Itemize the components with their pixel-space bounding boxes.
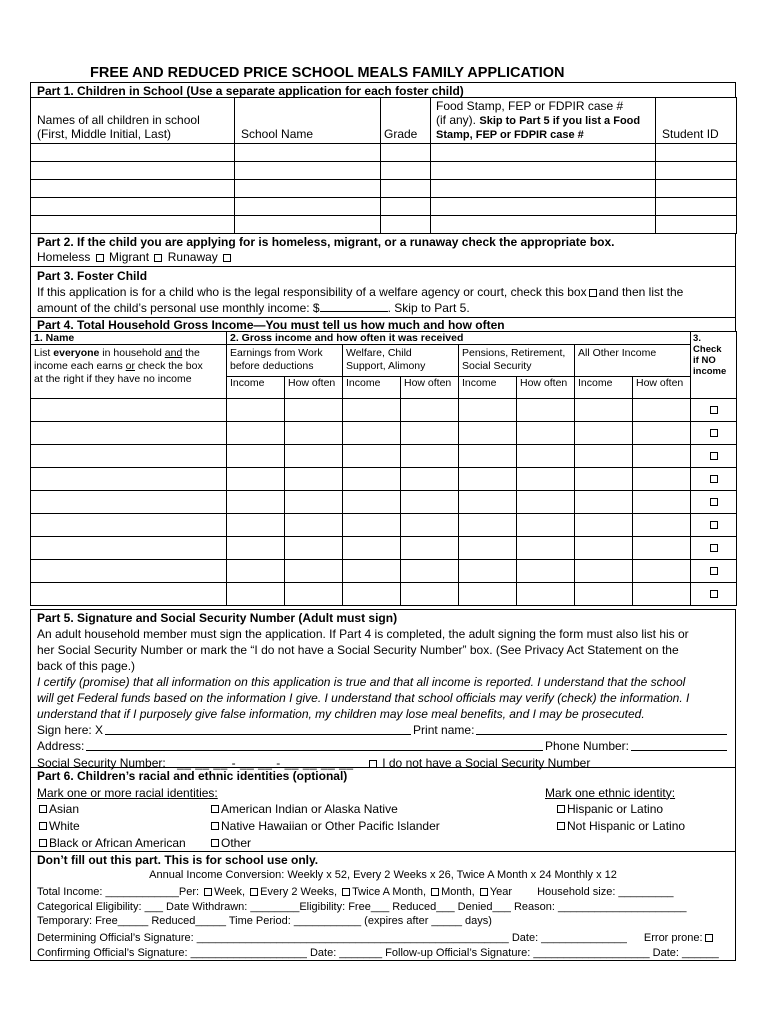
student-id-header: Student ID <box>656 98 737 144</box>
income-amount-cell[interactable] <box>343 399 401 422</box>
child-name-cell[interactable] <box>31 216 235 234</box>
income-frequency-cell[interactable] <box>633 560 691 583</box>
print-name-label: Print name: <box>413 723 475 737</box>
income-frequency-cell[interactable] <box>285 422 343 445</box>
no-income-checkbox[interactable] <box>710 452 718 460</box>
household-member-name-cell[interactable] <box>31 445 227 468</box>
income-frequency-cell[interactable] <box>633 491 691 514</box>
household-member-name-cell[interactable] <box>31 468 227 491</box>
grade-cell[interactable] <box>381 198 431 216</box>
no-income-checkbox[interactable] <box>710 429 718 437</box>
income-amount-cell[interactable] <box>459 514 517 537</box>
student-id-cell[interactable] <box>656 198 737 216</box>
income-amount-cell[interactable] <box>343 491 401 514</box>
runaway-checkbox[interactable] <box>223 254 231 262</box>
income-amount-cell[interactable] <box>575 560 633 583</box>
school-use-heading: Don’t fill out this part. This is for school use only. <box>37 853 319 867</box>
ssn-field[interactable]: __ __ __ - __ __ - __ __ __ __ <box>177 756 354 770</box>
no-income-checkbox[interactable] <box>710 521 718 529</box>
household-member-name-cell[interactable] <box>31 491 227 514</box>
pensions-header: Pensions, Retirement, Social Security <box>459 345 575 377</box>
income-amount-cell[interactable] <box>343 514 401 537</box>
temporary-line: Temporary: Free_____ Reduced_____ Time Period: ___________ (expires after _____ days) <box>37 915 492 927</box>
income-type-row <box>31 345 737 377</box>
income-frequency-cell[interactable] <box>285 399 343 422</box>
income-frequency-cell[interactable] <box>517 514 575 537</box>
income-frequency-cell[interactable] <box>401 560 459 583</box>
no-income-cell[interactable] <box>691 491 737 514</box>
asian-checkbox[interactable] <box>39 805 47 813</box>
determining-official-line: Determining Official’s Signature: ___________________________________________________ Date: ______________ Error prone: <box>37 930 729 946</box>
no-income-cell[interactable] <box>691 422 737 445</box>
no-income-ifno: if NO <box>693 355 716 366</box>
no-income-cell[interactable] <box>691 537 737 560</box>
address-field[interactable] <box>86 750 543 751</box>
income-frequency-cell[interactable] <box>285 445 343 468</box>
part5-instructions-2: her Social Security Number or mark the “I do not have a Social Security Number” box. (See Privacy Act Statement on the <box>37 643 679 657</box>
asian-label: Asian <box>49 801 80 816</box>
income-amount-cell[interactable] <box>343 537 401 560</box>
case-number-cell[interactable] <box>431 216 656 234</box>
income-amount-cell[interactable] <box>459 583 517 606</box>
no-income-num: 3. <box>693 333 701 344</box>
american-indian-checkbox[interactable] <box>211 805 219 813</box>
no-income-checkbox[interactable] <box>710 406 718 414</box>
no-income-cell[interactable] <box>691 468 737 491</box>
student-id-cell[interactable] <box>656 144 737 162</box>
foster-text-2: and then list the <box>598 285 684 299</box>
hawaiian-checkbox[interactable] <box>211 822 219 830</box>
income-frequency-cell[interactable] <box>517 537 575 560</box>
how-often-subheader: How often <box>517 377 575 399</box>
household-member-name-cell[interactable] <box>31 514 227 537</box>
child-name-cell[interactable] <box>31 180 235 198</box>
week-checkbox[interactable] <box>204 888 212 896</box>
every-2-weeks-checkbox[interactable] <box>250 888 258 896</box>
year-checkbox[interactable] <box>480 888 488 896</box>
part3-heading: Part 3. Foster Child <box>37 269 148 283</box>
income-table <box>30 331 737 606</box>
white-checkbox[interactable] <box>39 822 47 830</box>
part5-instructions-3: back of this page.) <box>37 659 136 673</box>
school-name-cell[interactable] <box>235 144 381 162</box>
income-frequency-cell[interactable] <box>517 583 575 606</box>
child-row[interactable] <box>31 198 737 216</box>
no-income-checkbox[interactable] <box>710 567 718 575</box>
income-amount-cell[interactable] <box>575 491 633 514</box>
child-name-cell[interactable] <box>31 144 235 162</box>
migrant-label: Migrant <box>109 250 150 264</box>
income-frequency-cell[interactable] <box>401 422 459 445</box>
foster-child-checkbox[interactable] <box>589 289 597 297</box>
child-row[interactable] <box>31 144 737 162</box>
household-member-name-cell[interactable] <box>31 422 227 445</box>
how-often-subheader: How often <box>401 377 459 399</box>
income-frequency-cell[interactable] <box>401 468 459 491</box>
case-number-label: Food Stamp, FEP or FDPIR case # <box>436 99 624 113</box>
income-row[interactable] <box>31 537 737 560</box>
phone-label: Phone Number: <box>544 739 629 753</box>
no-income-cell[interactable] <box>691 445 737 468</box>
how-often-subheader: How often <box>633 377 691 399</box>
children-names-header <box>31 98 235 144</box>
income-conversion-note: Annual Income Conversion: Weekly x 52, Every 2 Weeks x 26, Twice A Month x 24 Monthly x 12 <box>149 869 617 881</box>
no-income-check: Check <box>693 344 722 355</box>
grade-cell[interactable] <box>381 162 431 180</box>
income-frequency-cell[interactable] <box>401 514 459 537</box>
part1-section <box>30 82 736 234</box>
ethnic-label: Mark one ethnic identity: <box>545 785 676 800</box>
part2-section <box>30 233 736 267</box>
ssn-label: Social Security Number: <box>37 756 166 770</box>
income-amount-cell[interactable] <box>343 422 401 445</box>
income-rows <box>31 399 737 606</box>
child-name-cell[interactable] <box>31 198 235 216</box>
child-name-cell[interactable] <box>31 162 235 180</box>
grade-cell[interactable] <box>381 216 431 234</box>
income-frequency-cell[interactable] <box>517 445 575 468</box>
twice-month-checkbox[interactable] <box>342 888 350 896</box>
american-indian-label: American Indian or Alaska Native <box>221 801 398 816</box>
case-number-cell[interactable] <box>431 180 656 198</box>
student-id-cell[interactable] <box>656 162 737 180</box>
household-member-name-cell[interactable] <box>31 537 227 560</box>
income-frequency-cell[interactable] <box>401 491 459 514</box>
black-label: Black or African American <box>49 835 186 850</box>
income-amount-cell[interactable] <box>343 445 401 468</box>
no-income-checkbox[interactable] <box>710 544 718 552</box>
other-income-header: All Other Income <box>575 345 691 377</box>
case-number-cell[interactable] <box>431 144 656 162</box>
income-frequency-cell[interactable] <box>633 422 691 445</box>
income-subheader: Income <box>227 377 285 399</box>
income-amount-cell[interactable] <box>227 514 285 537</box>
income-amount-cell[interactable] <box>459 445 517 468</box>
part4-heading: Part 4. Total Household Gross Income—You must tell us how much and how often <box>30 317 736 332</box>
print-name-field[interactable] <box>476 734 727 735</box>
income-frequency-cell[interactable] <box>285 537 343 560</box>
no-income-cell[interactable] <box>691 560 737 583</box>
income-amount-cell[interactable] <box>575 514 633 537</box>
income-frequency-cell[interactable] <box>285 514 343 537</box>
confirming-official-line: Confirming Official’s Signature: ___________________ Date: _______ Follow-up Official’s Signature: ___________________ Date: ______ <box>37 947 719 959</box>
income-row[interactable] <box>31 399 737 422</box>
school-name-cell[interactable] <box>235 162 381 180</box>
income-amount-cell[interactable] <box>343 468 401 491</box>
signature-field[interactable] <box>105 734 411 735</box>
children-names-sublabel: (First, Middle Initial, Last) <box>37 127 172 141</box>
month-checkbox[interactable] <box>431 888 439 896</box>
income-amount-cell[interactable] <box>575 468 633 491</box>
hispanic-label: Hispanic or Latino <box>567 801 664 816</box>
income-amount-cell[interactable] <box>575 399 633 422</box>
income-frequency-cell[interactable] <box>633 468 691 491</box>
migrant-checkbox[interactable] <box>154 254 162 262</box>
part6-section <box>30 767 736 852</box>
income-row[interactable] <box>31 514 737 537</box>
income-title-row <box>31 332 737 345</box>
income-frequency-cell[interactable] <box>401 445 459 468</box>
school-use-section <box>30 851 736 961</box>
total-income-line: Total Income: ____________Per: Week, Every 2 Weeks, Twice A Month, Month, Year Household size: _________ <box>37 886 674 898</box>
part5-heading: Part 5. Signature and Social Security Number (Adult must sign) <box>37 611 398 625</box>
income-frequency-cell[interactable] <box>401 537 459 560</box>
case-number-cell[interactable] <box>431 198 656 216</box>
income-amount-cell[interactable] <box>227 445 285 468</box>
income-frequency-cell[interactable] <box>633 399 691 422</box>
grade-cell[interactable] <box>381 144 431 162</box>
grade-header: Grade <box>381 98 431 144</box>
homeless-checkbox[interactable] <box>96 254 104 262</box>
error-prone-checkbox[interactable] <box>705 934 713 942</box>
income-amount-cell[interactable] <box>575 445 633 468</box>
school-name-cell[interactable] <box>235 198 381 216</box>
part3-section <box>30 266 736 318</box>
income-row[interactable] <box>31 468 737 491</box>
eligibility-line: Categorical Eligibility: ___ Date Withdrawn: ________Eligibility: Free___ Reduced___ Denied___ Reason: _____________________ <box>37 901 687 913</box>
income-amount-cell[interactable] <box>459 468 517 491</box>
income-amount-cell[interactable] <box>227 468 285 491</box>
income-frequency-cell[interactable] <box>633 537 691 560</box>
school-name-cell[interactable] <box>235 180 381 198</box>
income-amount-cell[interactable] <box>575 422 633 445</box>
racial-label: Mark one or more racial identities: <box>37 785 218 800</box>
part1-header-row <box>31 98 737 144</box>
case-number-skip-note: Skip to Part 5 if you list a Food <box>479 115 641 127</box>
no-income-col-title <box>691 332 737 399</box>
student-id-cell[interactable] <box>656 180 737 198</box>
child-row[interactable] <box>31 180 737 198</box>
case-number-header <box>431 98 656 144</box>
no-income-checkbox[interactable] <box>710 498 718 506</box>
hispanic-checkbox[interactable] <box>557 805 565 813</box>
no-income-checkbox[interactable] <box>710 590 718 598</box>
sign-here-label: Sign here: X <box>37 723 104 737</box>
welfare-header: Welfare, Child Support, Alimony <box>343 345 459 377</box>
child-row[interactable] <box>31 216 737 234</box>
part1-heading: Part 1. Children in School (Use a separate application for each foster child) <box>30 82 736 98</box>
income-amount-cell[interactable] <box>575 583 633 606</box>
earnings-header: Earnings from Work before deductions <box>227 345 343 377</box>
foster-text: If this application is for a child who is the legal responsibility of a welfare agency or court, check this box <box>37 285 587 299</box>
income-frequency-cell[interactable] <box>517 468 575 491</box>
phone-field[interactable] <box>631 750 727 751</box>
no-income-cell[interactable] <box>691 514 737 537</box>
certification-text-2: will get Federal funds based on the information I give. I understand that school officials may verify (check) the information. I <box>37 691 690 705</box>
student-id-cell[interactable] <box>656 216 737 234</box>
income-frequency-cell[interactable] <box>633 583 691 606</box>
name-col-instructions: List everyone in household and the income each earns or check the box at the right if they have no income <box>31 345 227 399</box>
income-amount-cell[interactable] <box>227 491 285 514</box>
income-amount-cell[interactable] <box>459 399 517 422</box>
income-row[interactable] <box>31 422 737 445</box>
no-income-cell[interactable] <box>691 399 737 422</box>
part6-heading: Part 6. Children’s racial and ethnic identities (optional) <box>37 769 348 783</box>
income-amount-cell[interactable] <box>575 537 633 560</box>
income-amount-cell[interactable] <box>343 583 401 606</box>
income-amount-cell[interactable] <box>227 537 285 560</box>
income-amount-cell[interactable] <box>459 422 517 445</box>
homeless-label: Homeless <box>37 250 91 264</box>
no-income-checkbox[interactable] <box>710 475 718 483</box>
income-row[interactable] <box>31 445 737 468</box>
income-frequency-cell[interactable] <box>633 445 691 468</box>
income-amount-cell[interactable] <box>227 399 285 422</box>
income-frequency-cell[interactable] <box>517 422 575 445</box>
income-amount-cell[interactable] <box>227 560 285 583</box>
not-hispanic-checkbox[interactable] <box>557 822 565 830</box>
case-number-skip-note-2: Stamp, FEP or FDPIR case # <box>436 129 584 141</box>
income-frequency-cell[interactable] <box>285 468 343 491</box>
foster-skip-note: . Skip to Part 5. <box>387 301 470 315</box>
case-number-ifany: (if any). <box>436 113 477 127</box>
part2-heading: Part 2. If the child you are applying for is homeless, migrant, or a runaway check the appropriate box. <box>37 235 615 249</box>
income-frequency-cell[interactable] <box>285 560 343 583</box>
income-row[interactable] <box>31 560 737 583</box>
household-size: Household size: _________ <box>537 886 674 898</box>
school-name-cell[interactable] <box>235 216 381 234</box>
school-name-header: School Name <box>235 98 381 144</box>
certification-text-3: understand that if I purposely give false information, my children may lose meal benefits, and I may be prosecuted. <box>37 707 645 721</box>
household-member-name-cell[interactable] <box>31 560 227 583</box>
name-col-title: 1. Name <box>31 332 227 345</box>
gross-income-title: 2. Gross income and how often it was received <box>227 332 691 345</box>
no-ssn-label: I do not have a Social Security Number <box>382 756 591 770</box>
income-frequency-cell[interactable] <box>285 583 343 606</box>
no-income-word: income <box>693 366 727 377</box>
hawaiian-label: Native Hawaiian or Other Pacific Islander <box>221 818 440 833</box>
page-title: FREE AND REDUCED PRICE SCHOOL MEALS FAMILY APPLICATION <box>90 65 565 81</box>
other-race-label: Other <box>221 835 252 850</box>
no-income-cell[interactable] <box>691 583 737 606</box>
part1-table <box>30 97 737 234</box>
foster-income-label: amount of the child’s personal use monthly income: $ <box>37 301 320 315</box>
other-race-checkbox[interactable] <box>211 839 219 847</box>
income-row[interactable] <box>31 583 737 606</box>
household-member-name-cell[interactable] <box>31 399 227 422</box>
part5-section <box>30 609 736 768</box>
children-names-label: Names of all children in school <box>37 113 200 127</box>
income-subheader: Income <box>459 377 517 399</box>
income-frequency-cell[interactable] <box>285 491 343 514</box>
income-amount-cell[interactable] <box>459 560 517 583</box>
income-amount-cell[interactable] <box>227 422 285 445</box>
grade-cell[interactable] <box>381 180 431 198</box>
part4-section <box>30 317 736 606</box>
certification-text-1: I certify (promise) that all information on this application is true and that all income is reported. I understand that the school <box>37 675 686 689</box>
income-frequency-cell[interactable] <box>517 560 575 583</box>
address-label: Address: <box>37 739 85 753</box>
income-frequency-cell[interactable] <box>517 399 575 422</box>
child-row[interactable] <box>31 162 737 180</box>
income-frequency-cell[interactable] <box>401 399 459 422</box>
income-subheader: Income <box>575 377 633 399</box>
household-member-name-cell[interactable] <box>31 583 227 606</box>
white-label: White <box>49 818 80 833</box>
income-frequency-cell[interactable] <box>517 491 575 514</box>
how-often-subheader: How often <box>285 377 343 399</box>
income-amount-cell[interactable] <box>343 560 401 583</box>
not-hispanic-label: Not Hispanic or Latino <box>567 818 686 833</box>
income-frequency-cell[interactable] <box>633 514 691 537</box>
income-row[interactable] <box>31 491 737 514</box>
income-subheader: Income <box>343 377 401 399</box>
black-checkbox[interactable] <box>39 839 47 847</box>
income-amount-cell[interactable] <box>459 491 517 514</box>
foster-income-field[interactable] <box>320 311 388 312</box>
part5-instructions-1: An adult household member must sign the application. If Part 4 is completed, the adult signing the form must also list his or <box>37 627 689 641</box>
income-amount-cell[interactable] <box>459 537 517 560</box>
runaway-label: Runaway <box>167 250 218 264</box>
income-frequency-cell[interactable] <box>401 583 459 606</box>
income-amount-cell[interactable] <box>227 583 285 606</box>
case-number-cell[interactable] <box>431 162 656 180</box>
